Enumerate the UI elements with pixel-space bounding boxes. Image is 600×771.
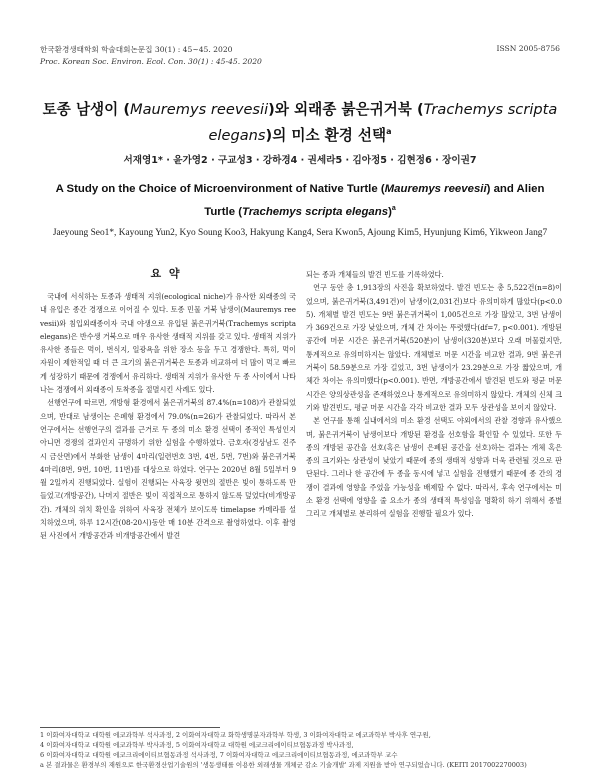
title-en-species1: Mauremys reevesii (384, 183, 487, 195)
title-english (40, 180, 560, 222)
abstract-left-column (40, 290, 296, 730)
footnote-line: 1 이화여자대학교 대학원 에코과학부 석사과정, 2 이화여자대학교 화학생명분자과학부 학생, 3 이화여자대학교 에코과학부 박사후 연구원, (40, 731, 431, 739)
title-en-part3: ) (388, 205, 392, 218)
abstract-paragraph: 국내에 서식하는 토종과 생태적 지위(ecological niche)가 유사한 외래종의 국내 유입은 종간 경쟁으로 이어질 수 있다. 토종 민물 거북 남생이(Mauremys reevesii)와 침입외래종이자 국내 야생으로 유입된 붉은귀거북(Trachemys scripta elegans)은 반수생 거북으로 매우 유사한 생태적 지위를 갖고 있다. 생태적 지위가 유사한 종들은 먹이, 번식지, 일광욕을 위한 장소 등을 두고 경쟁한다. 특히, 먹이 자원이 제한적일 때 더 큰 크기의 붉은귀거북은 토종과 비교하여 더 많이 먹고 빠르게 성장하기 때문에 경쟁에서 유리하다. 생태적 지위가 유사한 두 종 사이에서 나타나는 경쟁에서 외래종이 토착종을 절멸시킨 사례도 있다. (40, 292, 296, 395)
journal-ko: 한국환경생태학회 학술대회논문집 30(1) : 45~45. 2020 (40, 45, 233, 54)
abstract-paragraph: 되는 종과 개체들의 발견 빈도를 기록하였다. (306, 270, 444, 279)
footnotes (40, 730, 560, 770)
issn: ISSN 2005-8756 (496, 44, 560, 53)
title-en-part1: A Study on the Choice of Microenvironment of Native Turtle ( (55, 183, 385, 195)
title-korean (40, 99, 560, 147)
abstract-paragraph: 선행연구에 따르면, 개방형 환경에서 붉은귀거북의 87.4%(n=108)가 관찰되었으며, 반대로 남생이는 은폐형 환경에서 79.0%(n=26)가 관찰되었다. 따라서 본 연구에서는 선행연구의 결과를 근거로 두 종의 미소 환경 선택이 종적인 특성인지 아니면 경쟁의 결과인지 규명하기 위한 실험을 수행하였다. 금호자(경상남도 진주시 금산면)에서 부화한 남생이 4마리(일련번호 3번, 4번, 5번, 7번)와 붉은귀거북 4마리(8번, 9번, 10번, 11번)를 대상으로 하였다. 연구는 2020년 8월 5일부터 9월 2일까지 진행되었다. 실험이 진행되는 사육장 윗면의 절반은 빛이 통하도록 만들었고(개방공간), 나머지 절반은 빛이 직접적으로 통하지 않도록 덮었다(비개방공간). 개체의 위치 확인을 위하여 사육장 전체가 보이도록 timelapse 카메라를 설치하였으며, 하루 12시간(08-20시)동안 매 10분 간격으로 촬영하였다. 이후 촬영된 사진에서 개방공간과 비개방공간에서 발견 (40, 398, 296, 541)
footnote-line: a 본 결과물은 환경부의 재원으로 한국환경산업기술원의 '생동생태를 이용한 외래생물 개체군 감소 기술개발' 과제 지원을 받아 연구되었습니다. (KEITI 2017002270003) (40, 761, 527, 769)
title-ko-species1: Mauremys reevesii (130, 101, 269, 118)
abstract-heading: 요 약 (150, 267, 182, 280)
authors-korean: 서재영1* · 윤가영2 · 구교성3 · 강하경4 · 권세라5 · 김아정5 · 김현정6 · 장이권7 (123, 155, 477, 166)
title-en-mark: a (391, 205, 396, 212)
title-ko-mark: a (386, 127, 392, 136)
footnote-line: 4 이화여자대학교 대학원 에코과학부 박사과정, 5 이화여자대학교 대학원 에코크리에이티브협동과정 박사과정, (40, 741, 354, 749)
title-ko-species2: Trachemys scripta elegans (208, 101, 558, 144)
footnote-divider (40, 727, 220, 728)
authors-english: Jaeyoung Seo1*, Kayoung Yun2, Kyo Soung Koo3, Hakyung Kang4, Sera Kwon5, Ajoung Kim5, Hyunjung Kim6, Yikweon Jang7 (52, 228, 548, 238)
abstract-right-column (306, 268, 562, 723)
title-ko-part1: 토종 남생이 ( (42, 101, 130, 118)
journal-header (40, 44, 262, 68)
journal-en: Proc. Korean Soc. Environ. Ecol. Con. 30(1) : 45-45. 2020 (40, 57, 262, 66)
abstract-paragraph: 본 연구를 통해 실내에서의 미소 환경 선택도 야외에서의 관찰 경향과 유사했으며, 붉은귀거북이 남생이보다 개방된 환경을 선호함을 확인할 수 있었다. 또한 두 종의 개방된 공간을 선호(혹은 남생이 은폐된 공간을 선호)하는 결과는 개체 혹은 종의 크기와는 상관성이 낮았기 때문에 종의 생태적 성향과 더욱 관련될 것으로 판단된다. 그러나 한 공간에 두 종을 동시에 넣고 실험을 진행했기 때문에 종 간의 경쟁이 결과에 영향을 주었을 가능성을 배제할 수 없다. 따라서, 후속 연구에서는 미소 환경 선택에 영향을 줄 요소가 종의 생태적 특성임을 명확히 하기 위해서 종별 그리고 개체별로 분리하여 실험을 진행할 필요가 있다. (306, 416, 562, 519)
footnote-line: 6 이화여자대학교 대학원 에코크리에이티브협동과정 석사과정, 7 이화여자대학교 에코크리에이티브협동과정, 에코과학부 교수 (40, 751, 398, 759)
title-ko-part2: )와 외래종 붉은귀거북 ( (268, 101, 424, 118)
title-en-species2: Trachemys scripta elegans (242, 205, 389, 218)
title-en-part2: ) and Alien Turtle ( (204, 183, 545, 218)
title-ko-part3: )의 미소 환경 선택 (265, 126, 387, 144)
abstract-paragraph: 연구 동안 총 1,913장의 사진을 확보하였다. 발견 빈도는 총 5,522건(n=8)이었으며, 붉은귀거북(3,491건)이 남생이(2,031건)보다 유의미하게 많았다(p<0.05). 개체별 발견 빈도는 9번 붉은귀거북이 1,005건으로 가장 많았고, 3번 남생이가 369건으로 가장 낮았으며, 개체 간 차이는 뚜렷했다(df=7, p<0.001). 개방된 공간에 머문 시간은 붉은귀거북(520분)이 남생이(320분)보다 오래 머물렀지만, 통계적으로 유의미하지는 않았다. 개체별로 머문 시간을 비교한 결과, 9번 붉은귀거북이 58.59분으로 가장 길었고, 3번 남생이가 23.29분으로 가장 짧았으며, 개체간 차이는 유의미했다(p<0.001). 반면, 개방공간에서 발견된 빈도와 평균 머문 시간은 양의상관성을 존재하였으나 통계적으로 유의미하지 않았다. 개체의 신체 크기와 발견빈도, 평균 머문 시간을 각각 비교한 결과 모두 상관성을 보이지 않았다. (306, 283, 562, 412)
